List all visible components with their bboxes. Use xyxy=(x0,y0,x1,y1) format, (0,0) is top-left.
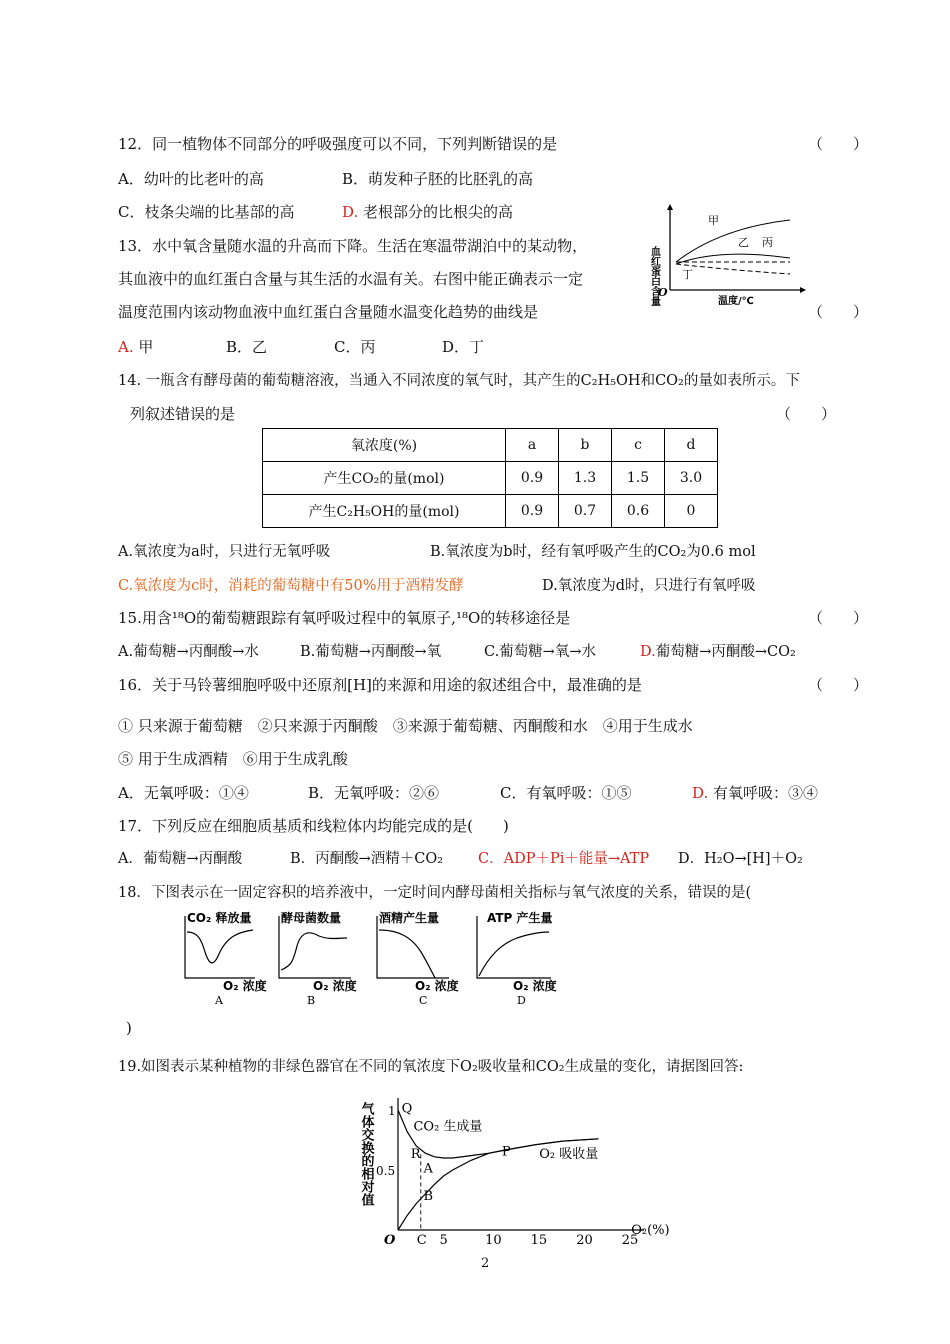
q19-x-label: O₂(%) xyxy=(631,1223,670,1238)
q13-line-1: 13．水中氧含量随水温的升高而下降。生活在寒温带湖泊中的某动物， xyxy=(118,237,588,255)
q13-curve-label-jia: 甲 xyxy=(708,214,719,227)
q15-option-a: A.葡萄糖→丙酮酸→水 xyxy=(118,644,259,660)
q13-curve-ding xyxy=(676,264,790,274)
q14-option-b: B.氧浓度为b时，经有氧呼吸产生的CO₂为0.6 mol xyxy=(430,544,756,560)
q18-chart-a-title: CO₂ 释放量 xyxy=(187,911,252,925)
q19-x-tick-label: 20 xyxy=(576,1233,593,1248)
q12-option-d-text: 老根部分的比根尖的高 xyxy=(363,203,514,221)
q18-chart-d xyxy=(477,910,557,1007)
q14-answer-paren: （ ） xyxy=(776,405,837,423)
q19-y-tick-label: 0.5 xyxy=(376,1164,396,1178)
table-cell: 1.5 xyxy=(612,462,665,495)
q12-option-a: A．幼叶的比老叶的高 xyxy=(118,170,264,188)
q19-point-label-b: B xyxy=(423,1189,434,1204)
q18-chart-c-curve xyxy=(379,930,435,978)
q19-series-label-o2: O₂ 吸收量 xyxy=(539,1147,599,1162)
q13-chart xyxy=(640,200,810,308)
table-row xyxy=(263,462,718,495)
q12-option-d xyxy=(342,202,513,222)
q16-option-d-letter: D. xyxy=(692,784,709,802)
table-header-cell: 氧浓度(%) xyxy=(263,429,506,462)
q16-stem: 16．关于马铃薯细胞呼吸中还原剂[H]的来源和用途的叙述组合中，最准确的是 xyxy=(118,676,642,694)
q13-option-a-letter: A. xyxy=(118,338,134,356)
q19-x-tick-label: O xyxy=(384,1233,396,1248)
q15-option-d-text: 葡萄糖→丙酮酸→CO₂ xyxy=(655,644,796,660)
q16-items-1: ① 只来源于葡萄糖 ②只来源于丙酮酸 ③来源于葡萄糖、丙酮酸和水 ④用于生成水 xyxy=(118,717,693,735)
q15-answer-paren: （ ） xyxy=(808,609,869,627)
q17-option-c: C．ADP＋Pi＋能量→ATP xyxy=(478,851,650,867)
q18-chart-b-xlabel: O₂ 浓度 xyxy=(313,979,357,993)
q12-stem: 12．同一植物体不同部分的呼吸强度可以不同，下列判断错误的是 xyxy=(118,135,558,153)
q18-chart-b xyxy=(279,910,357,1007)
q13-line-3: 温度范围内该动物血液中血红蛋白含量随水温变化趋势的曲线是 xyxy=(118,303,539,321)
q18-chart-d-xlabel: O₂ 浓度 xyxy=(513,979,557,993)
q13-origin: O xyxy=(658,286,668,299)
q19-series-label-co2: CO₂ 生成量 xyxy=(413,1119,483,1135)
q15-stem: 15.用含¹⁸O的葡萄糖跟踪有氧呼吸过程中的氧原子,¹⁸O的转移途径是 xyxy=(118,609,571,627)
table-cell: 0.9 xyxy=(506,462,559,495)
q19-x-tick-label: 5 xyxy=(439,1233,448,1248)
q19-point-label-q: Q xyxy=(401,1101,413,1117)
q16-option-c: C．有氧呼吸：①⑤ xyxy=(500,784,632,802)
q18-chart-c xyxy=(377,910,459,1007)
q17-option-a: A．葡萄糖→丙酮酸 xyxy=(118,851,243,867)
table-cell: 3.0 xyxy=(665,462,718,495)
q19-stem: 19.如图表示某种植物的非绿色器官在不同的氧浓度下O₂吸收量和CO₂生成量的变化，请据图回答: xyxy=(118,1059,744,1075)
q13-option-a xyxy=(118,337,153,357)
table-cell: 产生CO₂的量(mol) xyxy=(263,462,506,495)
q15-option-d-letter: D. xyxy=(640,644,656,660)
q17-option-b: B．丙酮酸→酒精＋CO₂ xyxy=(290,851,444,867)
q14-line-2: 列叙述错误的是 xyxy=(130,405,236,423)
table-cell: 0.6 xyxy=(612,495,665,528)
q19-point-label-p: P xyxy=(501,1144,511,1160)
q19-chart xyxy=(358,1090,670,1250)
q12-option-c: C．枝条尖端的比基部的高 xyxy=(118,203,295,221)
q19-point-label-a: A xyxy=(423,1161,433,1177)
q16-option-d-text: 有氧呼吸：③④ xyxy=(713,784,819,802)
q16-option-a: A．无氧呼吸：①④ xyxy=(118,784,249,802)
q13-curve-label-ding: 丁 xyxy=(682,268,693,281)
q19-x-tick-label: C xyxy=(416,1233,427,1248)
q18-close-paren: ) xyxy=(126,1019,132,1037)
table-header-cell: b xyxy=(559,429,612,462)
q14-option-d: D.氧浓度为d时，只进行有氧呼吸 xyxy=(542,578,756,594)
q19-x-tick-label: 15 xyxy=(530,1233,548,1248)
q13-x-label: 温度/℃ xyxy=(718,296,754,307)
q18-chart-c-letter: C xyxy=(419,994,428,1007)
q13-y-label: 血红蛋白含量 xyxy=(648,246,660,306)
q18-chart-b-curve xyxy=(281,933,347,970)
table-cell: 1.3 xyxy=(559,462,612,495)
q14-table xyxy=(262,428,718,528)
q18-charts xyxy=(175,906,575,1010)
table-cell: 产生C₂H₅OH的量(mol) xyxy=(263,495,506,528)
table-cell: 0.7 xyxy=(559,495,612,528)
q18-chart-d-curve xyxy=(479,932,549,976)
q13-curve-yi xyxy=(676,254,790,264)
q13-line-2: 其血液中的血红蛋白含量与其生活的水温有关。右图中能正确表示一定 xyxy=(118,270,584,288)
table-row xyxy=(263,495,718,528)
table-header-cell: c xyxy=(612,429,665,462)
q18-chart-a-xlabel: O₂ 浓度 xyxy=(223,979,267,993)
table-cell: 0.9 xyxy=(506,495,559,528)
q14-option-c: C.氧浓度为c时，消耗的葡萄糖中有50%用于酒精发酵 xyxy=(118,578,464,594)
q18-chart-c-title: 酒精产生量 xyxy=(379,911,440,925)
q12-answer-paren: （ ） xyxy=(808,135,869,153)
q17-option-d: D．H₂O→[H]＋O₂ xyxy=(678,851,803,867)
q18-stem: 18．下图表示在一固定容积的培养液中，一定时间内酵母菌相关指标与氧气浓度的关系，错误的是( xyxy=(118,885,752,901)
q19-x-tick-label: 25 xyxy=(621,1233,639,1248)
q19-x-tick-label: 10 xyxy=(485,1233,502,1248)
q16-items-2: ⑤ 用于生成酒精 ⑥用于生成乳酸 xyxy=(118,750,348,768)
q12-option-b: B．萌发种子胚的比胚乳的高 xyxy=(342,170,534,188)
q18-chart-a-letter: A xyxy=(215,994,223,1007)
q13-curve-label-yi: 乙 xyxy=(738,236,749,249)
table-cell: 0 xyxy=(665,495,718,528)
q15-option-d xyxy=(640,642,796,662)
table-row xyxy=(263,429,718,462)
q13-option-c: C．丙 xyxy=(334,338,376,356)
page-number: 2 xyxy=(481,1256,490,1271)
q19-y-tick-label: 1 xyxy=(388,1104,396,1118)
q16-option-b: B．无氧呼吸：②⑥ xyxy=(308,784,440,802)
q19-point-label-r: R xyxy=(410,1147,421,1162)
q18-chart-d-title: ATP 产生量 xyxy=(487,911,553,925)
q17-stem: 17．下列反应在细胞质基质和线粒体内均能完成的是( ) xyxy=(118,817,509,835)
q15-option-c: C.葡萄糖→氧→水 xyxy=(484,644,596,660)
table-header-cell: d xyxy=(665,429,718,462)
q16-option-d xyxy=(692,783,818,803)
q13-curve-label-bing: 丙 xyxy=(762,236,773,249)
table-header-cell: a xyxy=(506,429,559,462)
q13-option-b: B．乙 xyxy=(226,338,268,356)
q16-answer-paren: （ ） xyxy=(808,676,869,694)
q18-chart-d-letter: D xyxy=(517,994,526,1007)
q18-chart-b-letter: B xyxy=(307,994,316,1007)
q18-chart-c-xlabel: O₂ 浓度 xyxy=(415,979,459,993)
q13-option-a-text: 甲 xyxy=(138,338,154,356)
q19-y-label: 气体交换的相对值 xyxy=(358,1102,374,1206)
q14-line-1: 14. 一瓶含有酵母菌的葡萄糖溶液，当通入不同浓度的氧气时，其产生的C₂H₅OH和CO₂的量如表所示。下 xyxy=(118,373,800,389)
q18-chart-a-curve xyxy=(187,930,253,963)
q12-option-d-letter: D. xyxy=(342,203,359,221)
q13-option-d: D．丁 xyxy=(442,338,485,356)
q18-chart-b-title: 酵母菌数量 xyxy=(281,911,342,925)
q18-chart-a xyxy=(185,910,267,1007)
q13-answer-paren: （ ） xyxy=(808,303,869,321)
q15-option-b: B.葡萄糖→丙酮酸→氧 xyxy=(300,644,442,660)
q14-option-a: A.氧浓度为a时，只进行无氧呼吸 xyxy=(118,544,331,560)
